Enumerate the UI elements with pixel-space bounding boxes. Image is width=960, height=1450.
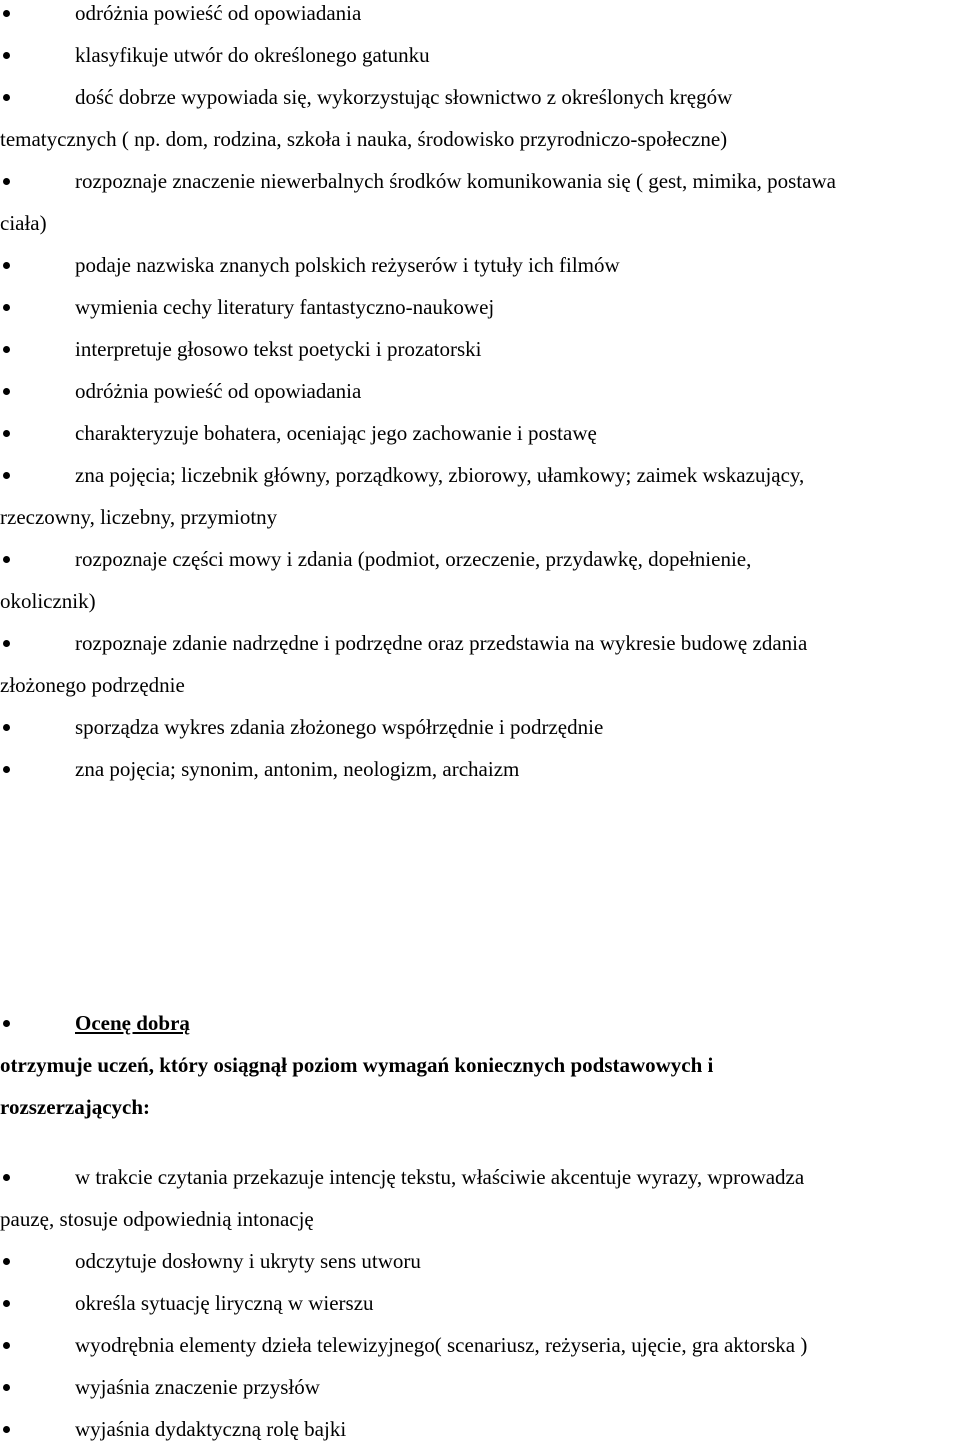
bullet-icon bbox=[3, 178, 10, 185]
bullet-icon bbox=[3, 1174, 10, 1181]
grade-intro-line: otrzymuje uczeń, który osiągnął poziom wymagań koniecznych podstawowych i bbox=[0, 1053, 714, 1077]
list-item bbox=[0, 454, 960, 538]
bullet-icon bbox=[3, 1300, 10, 1307]
list-item bbox=[0, 244, 960, 286]
list-item-text: wyodrębnia elementy dzieła telewizyjnego( scenariusz, reżyseria, ujęcie, gra aktorska ) bbox=[75, 1333, 808, 1357]
list-item bbox=[0, 1240, 960, 1282]
bullet-icon bbox=[3, 1258, 10, 1265]
list-item-continuation: pauzę, stosuje odpowiednią intonację bbox=[0, 1207, 314, 1231]
bullet-icon bbox=[3, 472, 10, 479]
bullet-icon bbox=[3, 724, 10, 731]
list-item bbox=[0, 160, 960, 244]
list-item bbox=[0, 328, 960, 370]
list-item bbox=[0, 412, 960, 454]
bullet-icon bbox=[3, 1020, 10, 1027]
list-item-text: odróżnia powieść od opowiadania bbox=[75, 379, 362, 403]
list-item bbox=[0, 1156, 960, 1240]
list-item bbox=[0, 0, 960, 34]
requirements-list-good bbox=[0, 1156, 960, 1450]
list-item-text: rozpoznaje zdanie nadrzędne i podrzędne oraz przedstawia na wykresie budowę zdania bbox=[75, 631, 808, 655]
list-item bbox=[0, 370, 960, 412]
list-item-text: sporządza wykres zdania złożonego współrzędnie i podrzędnie bbox=[75, 715, 604, 739]
list-item-text: podaje nazwiska znanych polskich reżyserów i tytuły ich filmów bbox=[75, 253, 620, 277]
bullet-icon bbox=[3, 430, 10, 437]
grade-intro bbox=[0, 1044, 960, 1128]
list-item bbox=[0, 706, 960, 748]
list-item-text: wymienia cechy literatury fantastyczno-naukowej bbox=[75, 295, 495, 319]
bullet-icon bbox=[3, 1384, 10, 1391]
bullet-icon bbox=[3, 52, 10, 59]
bullet-icon bbox=[3, 556, 10, 563]
list-item-continuation: okolicznik) bbox=[0, 589, 96, 613]
bullet-icon bbox=[3, 1342, 10, 1349]
list-item bbox=[0, 34, 960, 76]
list-item-text: klasyfikuje utwór do określonego gatunku bbox=[75, 43, 430, 67]
list-item-text: charakteryzuje bohatera, oceniając jego zachowanie i postawę bbox=[75, 421, 597, 445]
bullet-icon bbox=[3, 10, 10, 17]
list-item-text: wyjaśnia znaczenie przysłów bbox=[75, 1375, 320, 1399]
list-item bbox=[0, 1282, 960, 1324]
list-item-continuation: ciała) bbox=[0, 211, 47, 235]
bullet-icon bbox=[3, 640, 10, 647]
list-item-text: w trakcie czytania przekazuje intencję tekstu, właściwie akcentuje wyrazy, wprowadza bbox=[75, 1165, 805, 1189]
list-item bbox=[0, 538, 960, 622]
list-item-continuation: złożonego podrzędnie bbox=[0, 673, 185, 697]
list-item-text: odróżnia powieść od opowiadania bbox=[75, 1, 362, 25]
list-item-text: odczytuje dosłowny i ukryty sens utworu bbox=[75, 1249, 421, 1273]
list-item bbox=[0, 1366, 960, 1408]
bullet-icon bbox=[3, 262, 10, 269]
list-item-text: zna pojęcia; synonim, antonim, neologizm, archaizm bbox=[75, 757, 520, 781]
list-item bbox=[0, 1324, 960, 1366]
list-item-text: wyjaśnia dydaktyczną rolę bajki bbox=[75, 1417, 347, 1441]
bullet-icon bbox=[3, 346, 10, 353]
list-item-text: interpretuje głosowo tekst poetycki i prozatorski bbox=[75, 337, 482, 361]
grade-title: Ocenę dobrą bbox=[75, 1011, 190, 1035]
list-item bbox=[0, 76, 960, 160]
list-item-text: określa sytuację liryczną w wierszu bbox=[75, 1291, 374, 1315]
list-item bbox=[0, 286, 960, 328]
list-item-continuation: rzeczowny, liczebny, przymiotny bbox=[0, 505, 278, 529]
list-item-text: rozpoznaje części mowy i zdania (podmiot, orzeczenie, przydawkę, dopełnienie, bbox=[75, 547, 752, 571]
bullet-icon bbox=[3, 766, 10, 773]
list-item-text: zna pojęcia; liczebnik główny, porządkowy, zbiorowy, ułamkowy; zaimek wskazujący, bbox=[75, 463, 805, 487]
list-item bbox=[0, 748, 960, 790]
list-item-text: dość dobrze wypowiada się, wykorzystując słownictwo z określonych kręgów bbox=[75, 85, 733, 109]
bullet-icon bbox=[3, 304, 10, 311]
bullet-icon bbox=[3, 94, 10, 101]
grade-heading bbox=[0, 1002, 960, 1044]
bullet-icon bbox=[3, 388, 10, 395]
grade-intro-line: rozszerzających: bbox=[0, 1095, 151, 1119]
list-item bbox=[0, 622, 960, 706]
bullet-icon bbox=[3, 1426, 10, 1433]
list-item-continuation: tematycznych ( np. dom, rodzina, szkoła i nauka, środowisko przyrodniczo-społeczne) bbox=[0, 127, 728, 151]
list-item-text: rozpoznaje znaczenie niewerbalnych środków komunikowania się ( gest, mimika, postawa bbox=[75, 169, 836, 193]
